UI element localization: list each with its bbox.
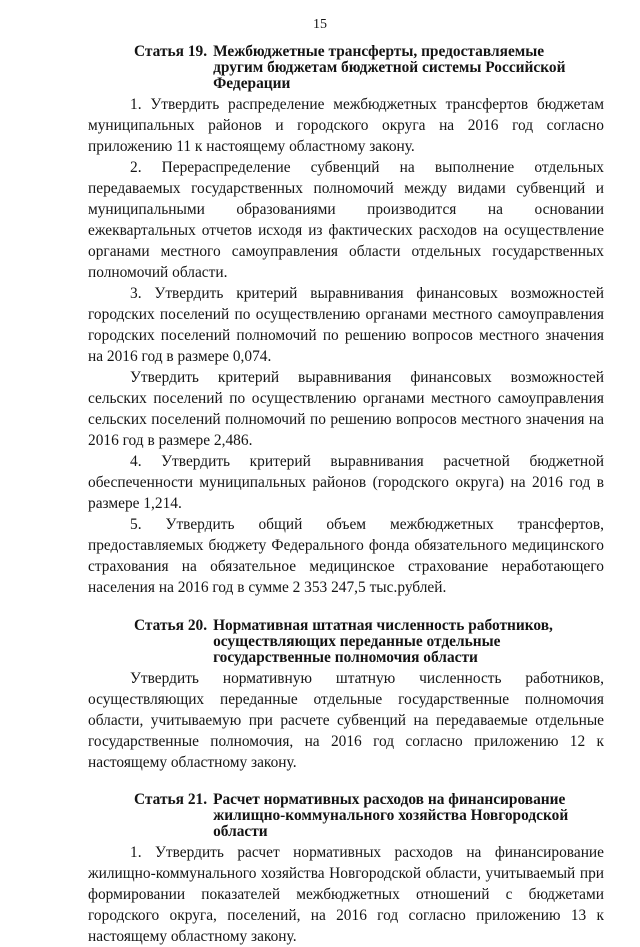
article-heading-21: [134, 792, 580, 840]
section-spacer: [88, 773, 604, 792]
paragraph: 4. Утвердить критерий выравнивания расчетной бюджетной обеспеченности муниципальных районов (городского округа) на 2016 год в размере 1,214.: [88, 453, 604, 512]
document-body: [88, 44, 604, 947]
paragraph: 2. Перераспределение субвенций на выполнение отдельных передаваемых государственных полномочий между видами субвенций и муниципальными образованиями производится на основании ежеквартальных отчетов исходя из фактических расходов на осуществление органами местного самоуправления области отдельных государственных полномочий области.: [88, 159, 604, 281]
article-heading-19: [134, 44, 580, 92]
section-spacer: [88, 598, 604, 618]
paragraph: 1. Утвердить расчет нормативных расходов на финансирование жилищно-коммунального хозяйства Новгородской области, учитываемый при формировании показателей межбюджетных отношений с бюджетами городского округа, поселений, на 2016 год согласно приложению 13 к настоящему областному закону.: [88, 844, 604, 945]
paragraph: 3. Утвердить критерий выравнивания финансовых возможностей городских поселений по осуществлению органами местного самоуправления городских поселений полномочий по решению вопросов местного значения на 2016 год в размере 0,074.: [88, 285, 604, 365]
paragraph: Утвердить критерий выравнивания финансовых возможностей сельских поселений по осуществлению органами местного самоуправления сельских поселений полномочий по решению вопросов местного значения на 2016 год в размере 2,486.: [88, 369, 604, 449]
article-title: Нормативная штатная численность работников, осуществляющих переданные отдельные государственные полномочия области: [213, 617, 553, 666]
article-title: Расчет нормативных расходов на финансирование жилищно-коммунального хозяйства Новгородской области: [213, 791, 569, 840]
article-number: Статья 21.: [134, 791, 208, 808]
article-number: Статья 19.: [134, 43, 208, 60]
article-title: Межбюджетные трансферты, предоставляемые другим бюджетам бюджетной системы Российской Федерации: [213, 43, 566, 92]
article-heading-20: [134, 618, 580, 666]
page-number: 15: [313, 17, 327, 32]
paragraph: 1. Утвердить распределение межбюджетных трансфертов бюджетам муниципальных районов и городского округа на 2016 год согласно приложению 11 к настоящему областному закону.: [88, 96, 604, 155]
paragraph: Утвердить нормативную штатную численность работников, осуществляющих переданные отдельные государственные полномочия области, учитываемую при расчете субвенций на передаваемые отдельные государственные полномочия, на 2016 год согласно приложению 12 к настоящему областному закону.: [88, 670, 604, 771]
paragraph: 5. Утвердить общий объем межбюджетных трансфертов, предоставляемых бюджету Федерального фонда обязательного медицинского страхования на обязательное медицинское страхование неработающего населения на 2016 год в сумме 2 353 247,5 тыс.рублей.: [88, 516, 604, 596]
article-number: Статья 20.: [134, 617, 208, 634]
